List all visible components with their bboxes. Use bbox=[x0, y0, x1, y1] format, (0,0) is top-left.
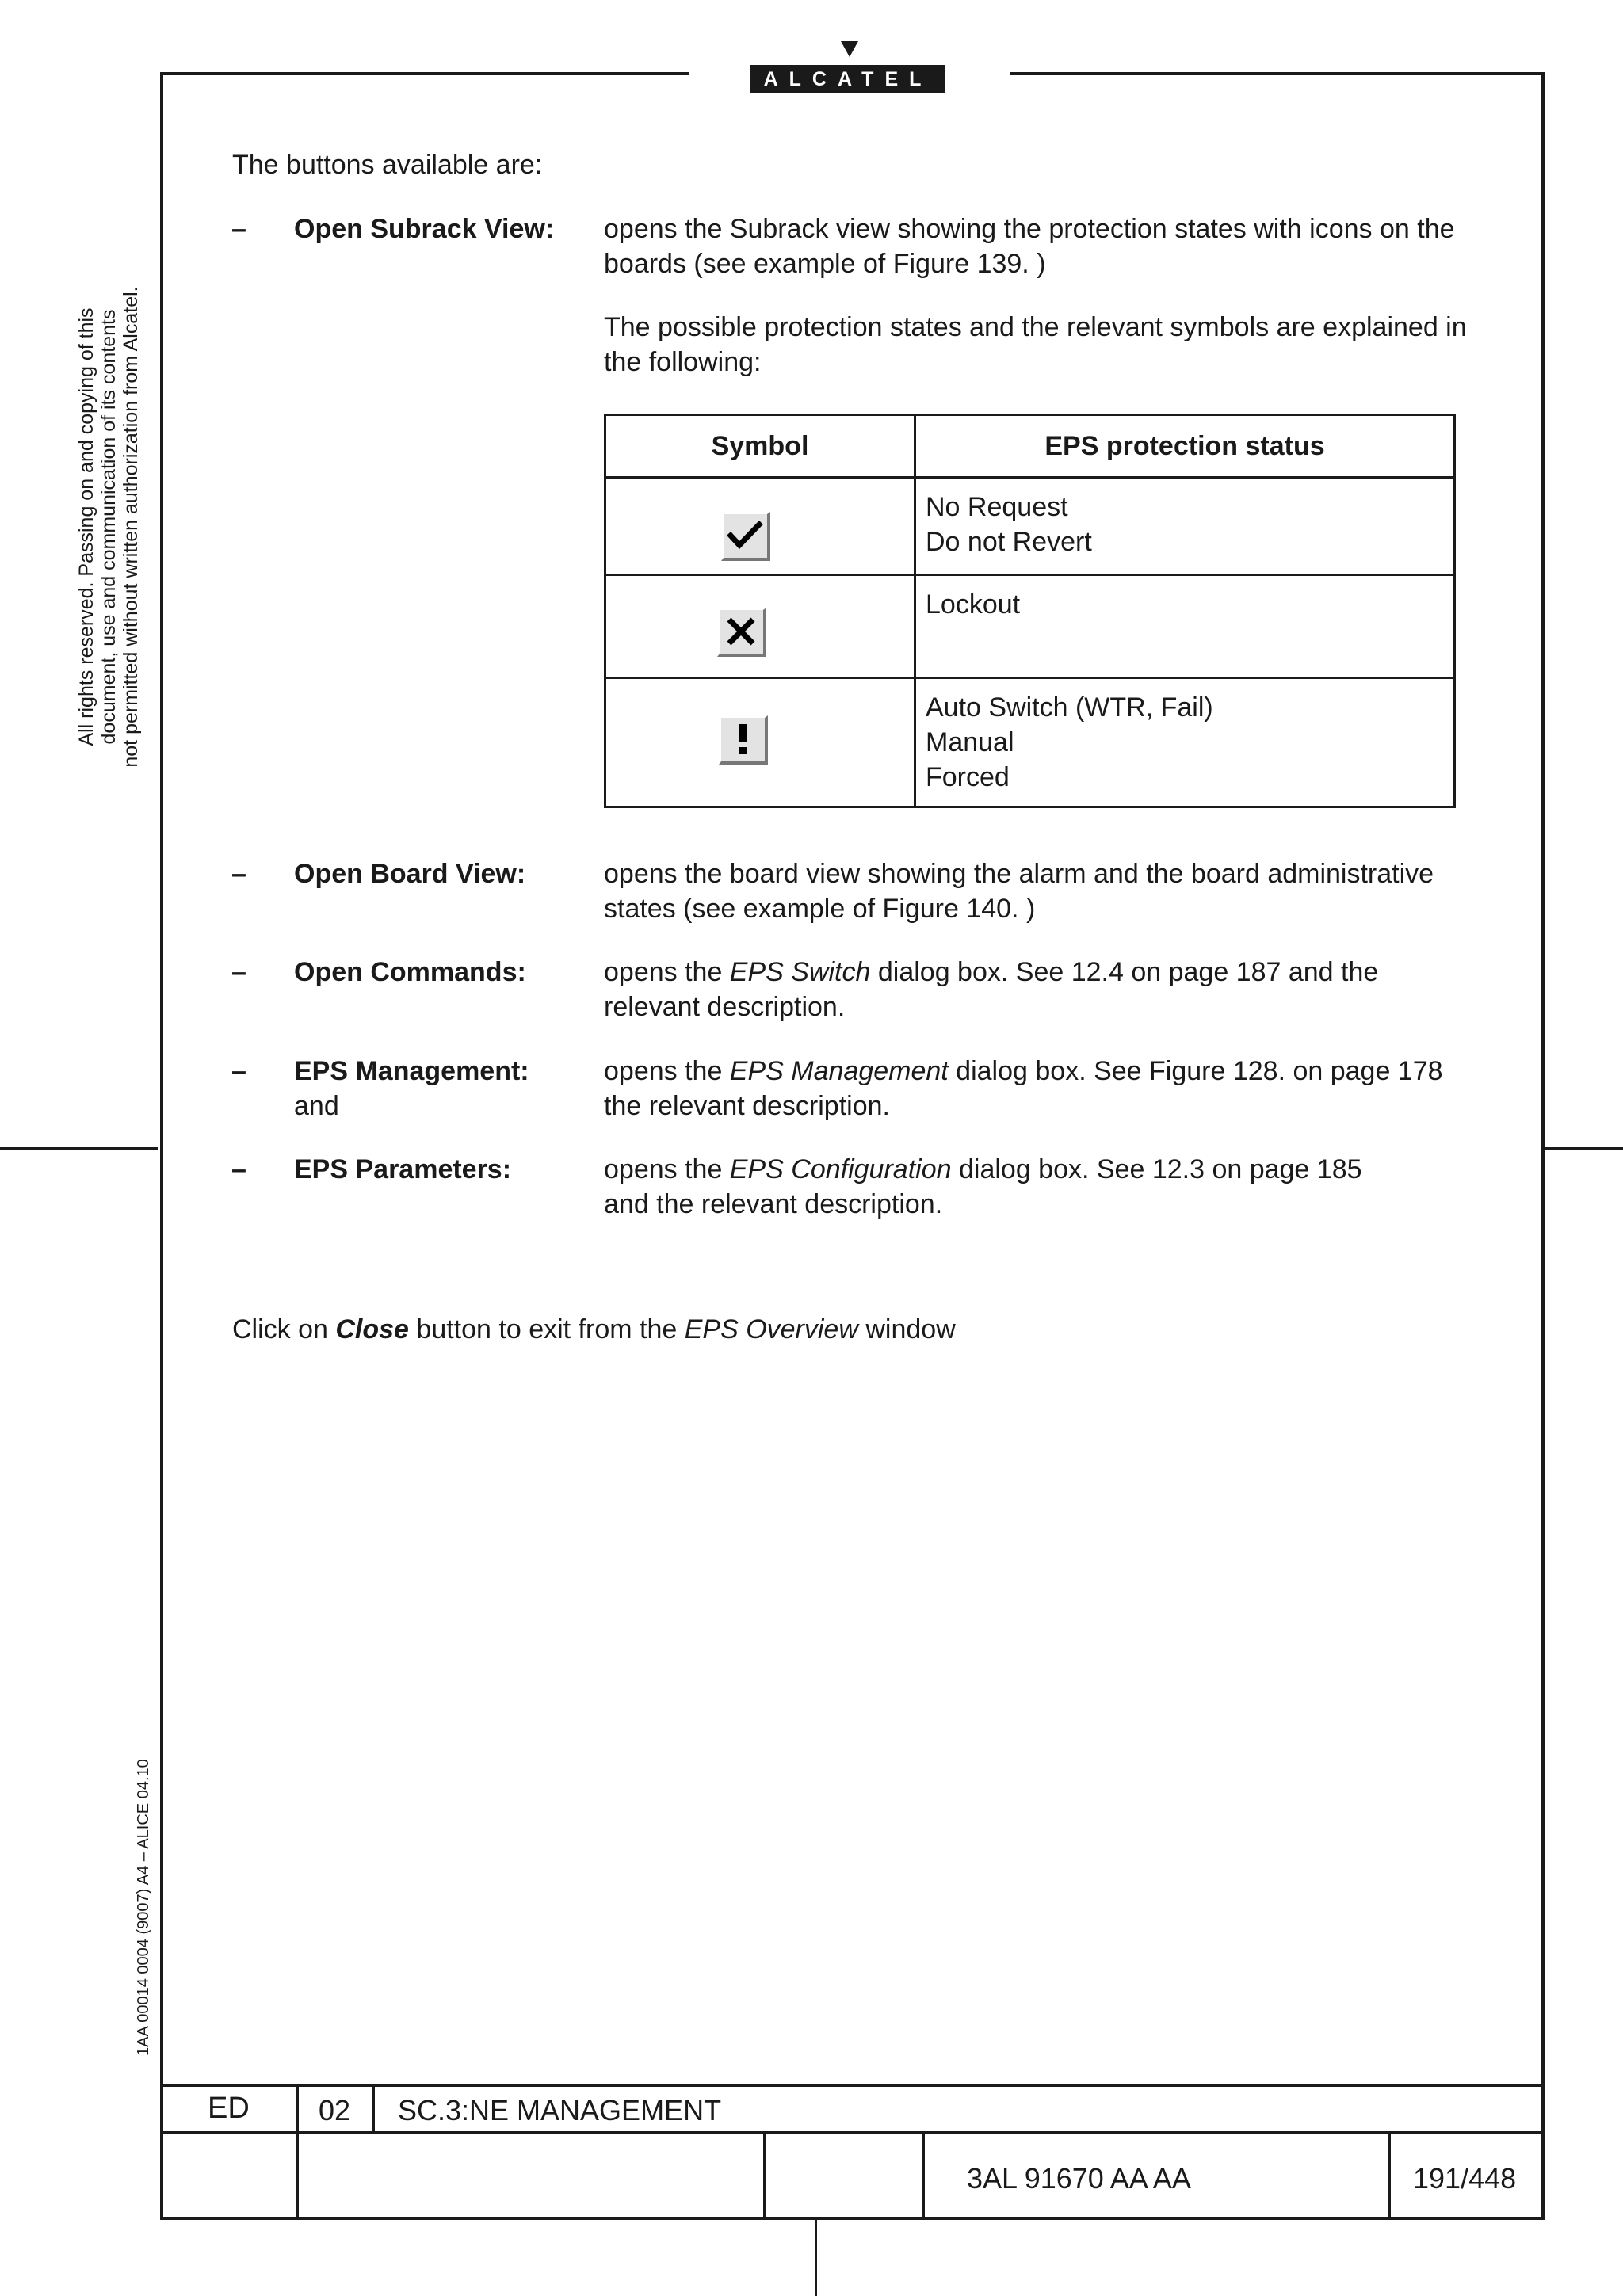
item-desc-line: boards (see example of Figure 139. ) bbox=[604, 249, 1046, 279]
item-label-eps-management: EPS Management: bbox=[294, 1056, 529, 1086]
table-row bbox=[605, 575, 1455, 678]
desc-dialog-name: EPS Switch bbox=[729, 957, 871, 987]
eps-status-table bbox=[604, 414, 1456, 808]
footer-ed-label: ED bbox=[208, 2092, 250, 2125]
rights-line-3: not permitted without written authorization from Alcatel. bbox=[120, 286, 142, 768]
frame-top-right bbox=[1010, 72, 1545, 75]
status-cell bbox=[915, 478, 1455, 575]
status-text: Do not Revert bbox=[926, 527, 1092, 557]
item-dash: – bbox=[231, 214, 246, 244]
alcatel-logo: ALCATEL bbox=[750, 65, 945, 93]
desc-dialog-name: EPS Management bbox=[729, 1056, 949, 1086]
item-desc-line bbox=[604, 955, 1378, 990]
desc-post: dialog box. See 12.3 on page 185 bbox=[951, 1154, 1362, 1184]
footer-mid-line bbox=[160, 2131, 1545, 2134]
item-label-and: and bbox=[294, 1091, 339, 1121]
symbol-cell bbox=[605, 575, 915, 678]
item-desc-line: states (see example of Figure 140. ) bbox=[604, 894, 1036, 924]
item-desc-line bbox=[604, 1054, 1443, 1089]
table-header-row bbox=[605, 415, 1455, 478]
frame-right bbox=[1541, 72, 1545, 2220]
window-name: EPS Overview bbox=[684, 1314, 858, 1344]
status-text: Manual bbox=[926, 727, 1014, 757]
footer-divider bbox=[372, 2084, 375, 2133]
status-text: Lockout bbox=[926, 589, 1021, 620]
status-cell bbox=[915, 678, 1455, 807]
item-dash: – bbox=[231, 1056, 246, 1086]
desc-dialog-name: EPS Configuration bbox=[729, 1154, 952, 1184]
check-icon bbox=[721, 512, 770, 561]
item-desc-line: the relevant description. bbox=[604, 1091, 890, 1121]
footer-section: SC.3:NE MANAGEMENT bbox=[398, 2094, 722, 2126]
desc-post: dialog box. See Figure 128. on page 178 bbox=[948, 1056, 1443, 1086]
logo-arrow-icon bbox=[841, 41, 858, 57]
status-cell bbox=[915, 575, 1455, 678]
item-dash: – bbox=[231, 957, 246, 987]
possible-states-text: The possible protection states and the relevant symbols are explained in bbox=[604, 312, 1467, 342]
item-desc-line: opens the board view showing the alarm and the board administrative bbox=[604, 859, 1434, 889]
item-desc-line: opens the Subrack view showing the protection states with icons on the bbox=[604, 214, 1455, 244]
item-label-eps-parameters: EPS Parameters: bbox=[294, 1154, 512, 1184]
rights-line-1: All rights reserved. Passing on and copying of this bbox=[75, 307, 97, 746]
rights-line-2: document, use and communication of its contents bbox=[97, 309, 120, 745]
footer-edition: 02 bbox=[319, 2094, 351, 2126]
item-desc-line bbox=[604, 1152, 1362, 1187]
desc-pre: opens the bbox=[604, 1154, 730, 1184]
symbol-cell bbox=[605, 678, 915, 807]
frame-left bbox=[160, 72, 163, 2220]
closing-mid: button to exit from the bbox=[408, 1314, 685, 1344]
x-icon bbox=[717, 608, 766, 657]
doc-code: 1AA 00014 0004 (9007) A4 – ALICE 04.10 bbox=[135, 1759, 152, 2056]
item-dash: – bbox=[231, 1154, 246, 1184]
intro-text: The buttons available are: bbox=[232, 150, 543, 180]
footer-divider bbox=[296, 2084, 299, 2218]
desc-pre: opens the bbox=[604, 957, 730, 987]
close-button-name: Close bbox=[335, 1314, 409, 1344]
footer-doc-number: 3AL 91670 AA AA bbox=[967, 2162, 1191, 2195]
footer-divider bbox=[922, 2131, 925, 2218]
header-status: EPS protection status bbox=[915, 415, 1455, 478]
closing-text bbox=[232, 1312, 956, 1347]
frame-bottom bbox=[160, 2217, 1545, 2220]
table-row bbox=[605, 678, 1455, 807]
desc-pre: opens the bbox=[604, 1056, 730, 1086]
item-dash: – bbox=[231, 859, 246, 889]
rights-notice bbox=[75, 250, 142, 804]
status-text: Auto Switch (WTR, Fail) bbox=[926, 692, 1213, 723]
fold-mark-right bbox=[1545, 1147, 1623, 1150]
item-desc-line: and the relevant description. bbox=[604, 1189, 943, 1219]
frame-top-left bbox=[160, 72, 689, 75]
item-label-open-subrack-view: Open Subrack View: bbox=[294, 214, 555, 244]
header-symbol: Symbol bbox=[605, 415, 915, 478]
footer-top-line bbox=[160, 2084, 1545, 2087]
fold-mark-left bbox=[0, 1147, 158, 1150]
possible-states-text: the following: bbox=[604, 347, 762, 377]
fold-mark-bottom bbox=[815, 2220, 817, 2296]
closing-pre: Click on bbox=[232, 1314, 336, 1344]
item-label-open-board-view: Open Board View: bbox=[294, 859, 526, 889]
item-label-open-commands: Open Commands: bbox=[294, 957, 526, 987]
desc-post: dialog box. See 12.4 on page 187 and the bbox=[870, 957, 1379, 987]
closing-post: window bbox=[857, 1314, 956, 1344]
item-desc-line: relevant description. bbox=[604, 992, 846, 1022]
footer-page-number: 191/448 bbox=[1413, 2162, 1517, 2195]
table-row bbox=[605, 478, 1455, 575]
symbol-cell bbox=[605, 478, 915, 575]
status-text: No Request bbox=[926, 492, 1068, 522]
status-text: Forced bbox=[926, 762, 1010, 792]
exclamation-icon bbox=[719, 715, 768, 765]
footer-divider bbox=[1388, 2131, 1391, 2218]
footer-divider bbox=[763, 2131, 766, 2218]
